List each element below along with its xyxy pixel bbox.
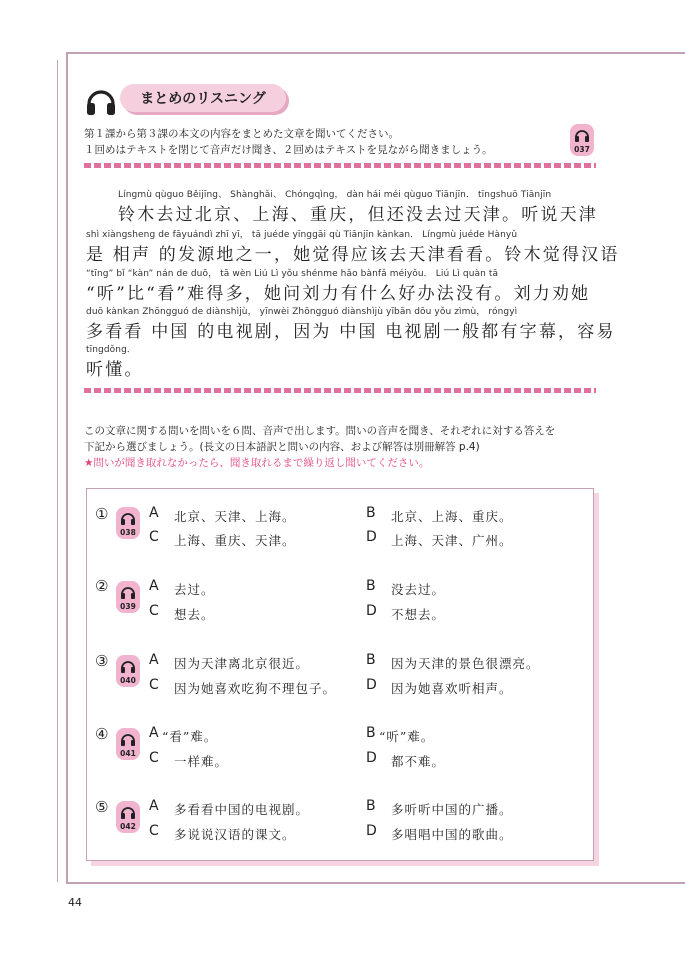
- divider-top: [84, 163, 596, 168]
- passage-hanzi: 多看看 中国 的电视剧，因为 中国 电视剧一般都有字幕，容易: [86, 322, 616, 342]
- option-letter: B: [366, 798, 376, 814]
- audio-track-badge[interactable]: [116, 655, 140, 687]
- option-letter: C: [149, 750, 159, 766]
- headphones-icon: [84, 84, 118, 118]
- answer-choices-box: [86, 488, 594, 861]
- option-text[interactable]: 去过。: [174, 582, 215, 597]
- option-letter: B: [366, 652, 376, 668]
- option-letter: A: [149, 798, 159, 814]
- audio-track-badge[interactable]: [116, 581, 140, 613]
- option-text[interactable]: 上海、天津、广州。: [391, 533, 513, 548]
- passage-pinyin: shì xiàngsheng de fāyuándì zhī yī， tā juéde yīnggāi qù Tiānjīn kànkan． Língmù juéde Hànyǔ: [86, 230, 518, 240]
- option-text[interactable]: “看”难。: [162, 729, 218, 744]
- audio-track-number: 038: [120, 528, 136, 537]
- question-number: ⑤: [95, 798, 109, 816]
- option-text[interactable]: 一样难。: [174, 754, 229, 769]
- passage-pinyin: Língmù qùguo Běijīng、 Shànghǎi、 Chóngqìng， dàn hái méi qùguo Tiānjīn． tīngshuō Tiānjīn: [118, 190, 552, 200]
- question-number: ①: [95, 505, 109, 523]
- option-text[interactable]: “听”难。: [379, 729, 435, 744]
- passage-hanzi: “听”比“看”难得多，她问刘力有什么好办法没有。刘力劝她: [86, 284, 591, 304]
- option-letter: C: [149, 823, 159, 839]
- headphones-icon: [573, 127, 591, 143]
- page-frame-top: [66, 52, 685, 54]
- audio-track-badge[interactable]: [116, 801, 140, 833]
- audio-track-badge[interactable]: [116, 728, 140, 760]
- option-letter: A: [149, 505, 159, 521]
- section-title: まとめのリスニング: [120, 84, 286, 112]
- passage-pinyin: duō kànkan Zhōngguó de diànshìjù， yīnwèi Zhōngguó diànshìjù yībān dōu yǒu zìmù， róngyì: [86, 307, 518, 317]
- headphones-icon: [119, 804, 137, 820]
- option-text[interactable]: 因为她喜欢吃狗不理包子。: [174, 681, 337, 696]
- page-frame-bottom: [66, 882, 685, 884]
- option-letter: A: [149, 652, 159, 668]
- audio-track-number: 042: [120, 822, 136, 831]
- option-letter: B: [366, 578, 376, 594]
- audio-track-badge[interactable]: [570, 124, 594, 156]
- option-text[interactable]: 多说说汉语的课文。: [174, 827, 296, 842]
- passage-hanzi: 听懂。: [86, 360, 144, 380]
- option-text[interactable]: 因为天津离北京很近。: [174, 656, 310, 671]
- option-letter: B: [366, 725, 376, 741]
- option-letter: C: [149, 677, 159, 693]
- option-letter: D: [366, 677, 377, 693]
- audio-track-number: 037: [574, 145, 590, 154]
- page-number: 44: [68, 896, 82, 909]
- option-text[interactable]: 多看看中国的电视剧。: [174, 802, 310, 817]
- headphones-icon: [119, 658, 137, 674]
- headphones-icon: [119, 510, 137, 526]
- passage-hanzi: 铃木去过北京、上海、重庆，但还没去过天津。听说天津: [118, 205, 598, 225]
- option-text[interactable]: 上海、重庆、天津。: [174, 533, 296, 548]
- passage-hanzi: 是 相声 的发源地之一，她觉得应该去天津看看。铃木觉得汉语: [86, 245, 620, 265]
- question-number: ②: [95, 577, 109, 595]
- question-intro-line-1: この文章に関する問いを問いを６問、音声で出します。問いの音声を聞き、それぞれに対する答えを: [84, 425, 556, 437]
- option-letter: C: [149, 529, 159, 545]
- intro-line-1: 第１課から第３課の本文の内容をまとめた文章を聞いてください。: [84, 128, 399, 140]
- option-text[interactable]: 多听听中国的广播。: [391, 802, 513, 817]
- page-frame-left-inner: [66, 52, 68, 882]
- intro-line-2: １回めはテキストを閉じて音声だけ聞き、２回めはテキストを見ながら聞きましょう。: [84, 144, 493, 156]
- headphones-icon: [119, 584, 137, 600]
- option-letter: B: [366, 505, 376, 521]
- option-text[interactable]: 因为天津的景色很漂亮。: [391, 656, 540, 671]
- option-letter: D: [366, 823, 377, 839]
- passage-pinyin: tīngdǒng．: [86, 345, 136, 355]
- audio-track-number: 040: [120, 676, 136, 685]
- option-text[interactable]: 北京、天津、上海。: [174, 509, 296, 524]
- option-letter: D: [366, 603, 377, 619]
- option-text[interactable]: 因为她喜欢听相声。: [391, 681, 513, 696]
- question-intro-line-2: 下記から選びましょう。(長文の日本語訳と問いの内容、および解答は別冊解答 p.4): [84, 441, 480, 453]
- passage-pinyin: “tīng” bǐ “kàn” nán de duō， tā wèn Liú Lì yǒu shénme hǎo bànfǎ méiyǒu． Liú Lì quàn tā: [86, 269, 499, 279]
- option-text[interactable]: 北京、上海、重庆。: [391, 509, 513, 524]
- option-letter: D: [366, 529, 377, 545]
- audio-track-number: 039: [120, 602, 136, 611]
- option-text[interactable]: 多唱唱中国的歌曲。: [391, 827, 513, 842]
- divider-bottom: [84, 388, 596, 393]
- audio-track-number: 041: [120, 749, 136, 758]
- option-letter: A: [149, 725, 159, 741]
- option-text[interactable]: 不想去。: [391, 607, 446, 622]
- page-frame-left-outer: [57, 60, 58, 882]
- audio-track-badge[interactable]: [116, 507, 140, 539]
- headphones-icon: [119, 731, 137, 747]
- option-letter: A: [149, 578, 159, 594]
- question-number: ③: [95, 652, 109, 670]
- option-letter: D: [366, 750, 377, 766]
- option-letter: C: [149, 603, 159, 619]
- question-intro-note: ★問いが聞き取れなかったら、聞き取れるまで繰り返し聞いてください。: [84, 457, 430, 469]
- option-text[interactable]: 都不难。: [391, 754, 446, 769]
- option-text[interactable]: 想去。: [174, 607, 215, 622]
- question-number: ④: [95, 725, 109, 743]
- option-text[interactable]: 没去过。: [391, 582, 446, 597]
